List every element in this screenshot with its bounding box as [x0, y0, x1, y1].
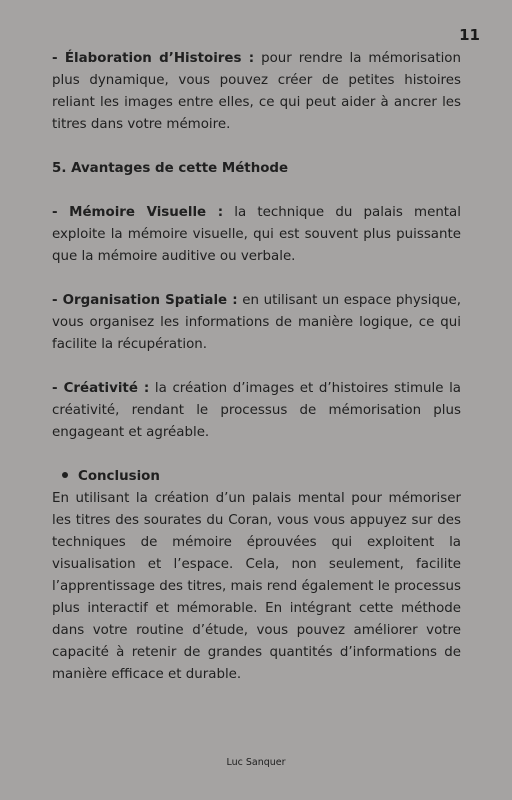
conclusion-bullet	[52, 466, 461, 488]
paragraph-lead: - Organisation Spatiale :	[52, 293, 238, 308]
paragraph-lead: - Créativité :	[52, 381, 150, 396]
paragraph-text: la création d’images et d’histoires stimule la créativité, rendant le processus de mémorisation plus engageant et agréable.	[52, 381, 461, 440]
page-number: 11	[459, 26, 480, 44]
paragraph-story-elaboration	[52, 48, 461, 136]
paragraph-text: la technique du palais mental exploite la mémoire visuelle, qui est souvent plus puissante que la mémoire auditive ou verbale.	[52, 205, 461, 264]
paragraph-spatial-organization	[52, 290, 461, 356]
bullet-dot-icon	[62, 472, 68, 478]
bullet-label: Conclusion	[78, 469, 160, 484]
page-footer-author: Luc Sanquer	[226, 757, 286, 768]
paragraph-text: pour rendre la mémorisation plus dynamique, vous pouvez créer de petites histoires reliant les images entre elles, ce qui peut aider à ancrer les titres dans votre mémoire.	[52, 51, 461, 132]
paragraph-creativity	[52, 378, 461, 444]
paragraph-text: en utilisant un espace physique, vous organisez les informations de manière logique, ce qui facilite la récupération.	[52, 293, 461, 352]
paragraph-conclusion: En utilisant la création d’un palais mental pour mémoriser les titres des sourates du Coran, vous vous appuyez sur des techniques de mémoire éprouvées qui exploitent la visualisation et l’espace. Cela, non seulement, facilite l’apprentissage des titres, mais rend également le processus plus interactif et mémorable. En intégrant cette méthode dans votre routine d’étude, vous pouvez améliorer votre capacité à retenir de grandes quantités d’informations de manière efficace et durable.	[52, 491, 461, 682]
paragraph-lead: - Élaboration d’Histoires :	[52, 51, 255, 66]
page-content	[52, 48, 461, 686]
paragraph-lead: - Mémoire Visuelle :	[52, 205, 224, 220]
section-heading: 5. Avantages de cette Méthode	[52, 161, 289, 176]
paragraph-visual-memory	[52, 202, 461, 268]
